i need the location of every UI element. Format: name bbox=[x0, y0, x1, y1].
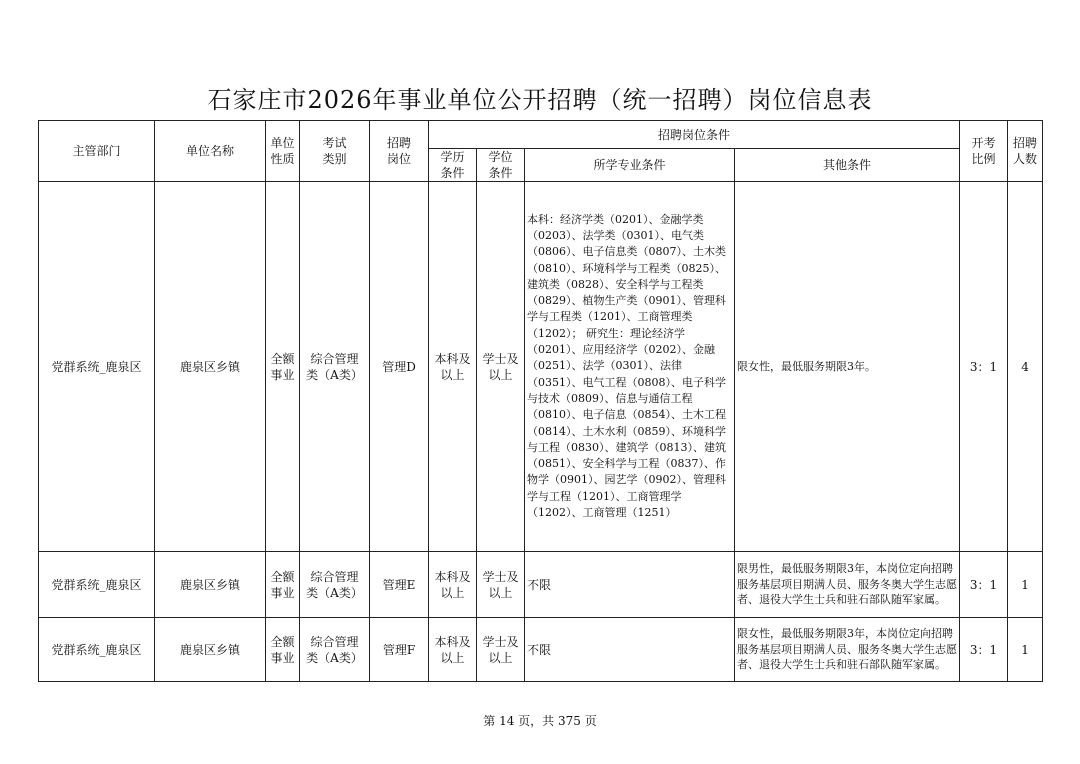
cell-unit: 鹿泉区乡镇 bbox=[155, 182, 266, 552]
header-count: 招聘 人数 bbox=[1008, 121, 1043, 182]
cell-other: 限男性，最低服务期限3年，本岗位定向招聘服务基层项目期满人员、服务冬奥大学生志愿者、退役大学生士兵和驻石部队随军家属。 bbox=[735, 552, 960, 618]
header-unit: 单位名称 bbox=[155, 121, 266, 182]
header-degree: 学位 条件 bbox=[477, 149, 525, 182]
cell-edu: 本科及 以上 bbox=[429, 182, 477, 552]
cell-exam: 综合管理 类（A类） bbox=[300, 552, 370, 618]
header-ratio: 开考 比例 bbox=[960, 121, 1008, 182]
cell-ratio: 3：1 bbox=[960, 552, 1008, 618]
cell-dept: 党群系统_鹿泉区 bbox=[39, 618, 155, 682]
cell-other: 限女性，最低服务期限3年，本岗位定向招聘服务基层项目期满人员、服务冬奥大学生志愿者、退役大学生士兵和驻石部队随军家属。 bbox=[735, 618, 960, 682]
cell-count: 1 bbox=[1008, 552, 1043, 618]
table-row bbox=[39, 182, 1043, 552]
cell-post: 管理F bbox=[370, 618, 429, 682]
cell-count: 4 bbox=[1008, 182, 1043, 552]
page-title: 石家庄市2026年事业单位公开招聘（统一招聘）岗位信息表 bbox=[207, 86, 873, 114]
cell-exam: 综合管理 类（A类） bbox=[300, 618, 370, 682]
header-other: 其他条件 bbox=[735, 149, 960, 182]
cell-ratio: 3：1 bbox=[960, 618, 1008, 682]
page-footer: 第 14 页，共 375 页 bbox=[483, 714, 597, 728]
cell-other: 限女性，最低服务期限3年。 bbox=[735, 182, 960, 552]
cell-unit: 鹿泉区乡镇 bbox=[155, 618, 266, 682]
cell-dept: 党群系统_鹿泉区 bbox=[39, 552, 155, 618]
header-row-1 bbox=[39, 121, 1043, 149]
position-info-table bbox=[38, 120, 1043, 682]
cell-ratio: 3：1 bbox=[960, 182, 1008, 552]
cell-edu: 本科及 以上 bbox=[429, 552, 477, 618]
table-row bbox=[39, 618, 1043, 682]
cell-exam: 综合管理 类（A类） bbox=[300, 182, 370, 552]
cell-unit: 鹿泉区乡镇 bbox=[155, 552, 266, 618]
cell-edu: 本科及 以上 bbox=[429, 618, 477, 682]
header-nature: 单位 性质 bbox=[266, 121, 300, 182]
header-edu: 学历 条件 bbox=[429, 149, 477, 182]
cell-degree: 学士及 以上 bbox=[477, 182, 525, 552]
cell-post: 管理E bbox=[370, 552, 429, 618]
cell-nature: 全额 事业 bbox=[266, 618, 300, 682]
cell-major: 本科：经济学类（0201）、金融学类（0203）、法学类（0301）、电气类（0806）、电子信息类（0807）、土木类（0810）、环境科学与工程类（0825）、建筑类（0828）、安全科学与工程类（0829）、植物生产类（0901）、管理科学与工程类（1201）、工商管理类（1202）； 研究生：理论经济学（0201）、应用经济学（0202）、金融（0251）、法学（0301）、法律（0351）、电气工程（0808）、电子科学与技术（0809）、信息与通信工程（0810）、电子信息（0854）、土木工程（0814）、土木水利（0859）、环境科学与工程（0830）、建筑学（0813）、建筑（0851）、安全科学与工程（0837）、作物学（0901）、园艺学（0902）、管理科学与工程（1201）、工商管理学（1202）、工商管理（1251） bbox=[525, 182, 735, 552]
cell-dept: 党群系统_鹿泉区 bbox=[39, 182, 155, 552]
header-exam: 考试 类别 bbox=[300, 121, 370, 182]
cell-major: 不限 bbox=[525, 618, 735, 682]
header-dept: 主管部门 bbox=[39, 121, 155, 182]
cell-degree: 学士及 以上 bbox=[477, 618, 525, 682]
cell-degree: 学士及 以上 bbox=[477, 552, 525, 618]
cell-nature: 全额 事业 bbox=[266, 552, 300, 618]
cell-major: 不限 bbox=[525, 552, 735, 618]
header-conditions: 招聘岗位条件 bbox=[429, 121, 960, 149]
cell-count: 1 bbox=[1008, 618, 1043, 682]
header-major: 所学专业条件 bbox=[525, 149, 735, 182]
table-row bbox=[39, 552, 1043, 618]
cell-nature: 全额 事业 bbox=[266, 182, 300, 552]
cell-post: 管理D bbox=[370, 182, 429, 552]
header-post: 招聘 岗位 bbox=[370, 121, 429, 182]
